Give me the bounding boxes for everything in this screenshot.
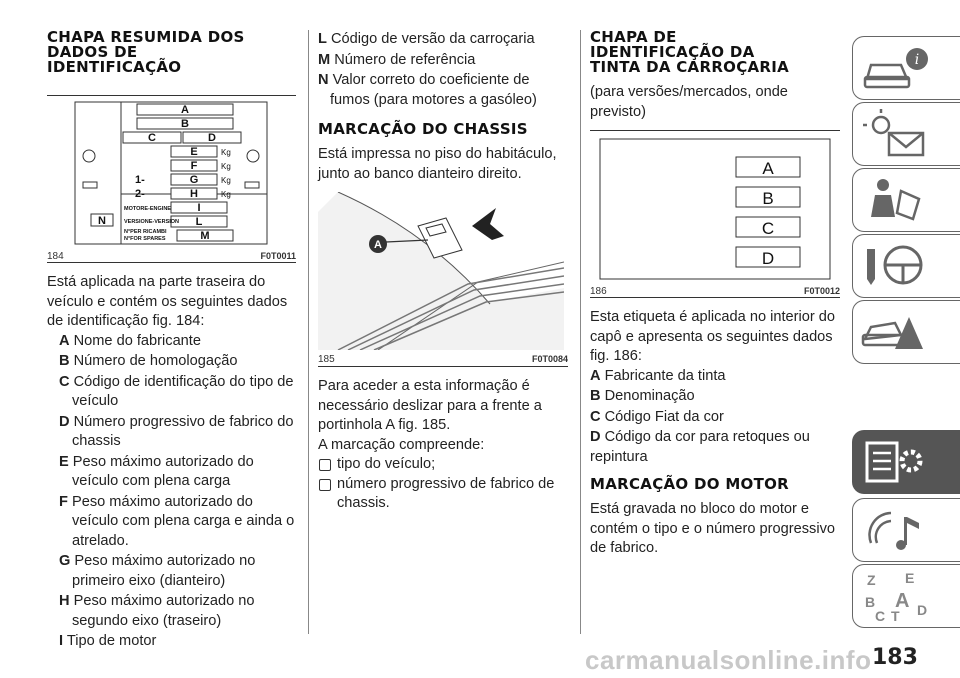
paint-label-b: B [762, 189, 774, 208]
watermark: carmanualsonline.info [585, 645, 872, 675]
list-item: N Valor correto do coeficiente de fumos (para motores a gasóleo) [318, 72, 537, 108]
emergency-icon [861, 305, 931, 361]
plate-label-m: M [200, 230, 210, 242]
plate-label-c: C [148, 132, 156, 144]
intro-text: Esta etiqueta é aplicada no interior do capô e apresenta os seguintes dados fig. 186: [590, 309, 836, 364]
note-text: (para versões/mercados, onde previsto) [590, 84, 788, 120]
plate-label-e: E [190, 146, 198, 158]
paragraph: Para aceder a esta informação é necessário deslizar para a frente a portinhola A fig. 185. [318, 378, 542, 433]
page-number: 183 [872, 645, 918, 670]
definition-list [590, 367, 840, 468]
list-item: B Número de homologação [59, 353, 238, 369]
plate-spares-label: N°FOR SPARES [124, 236, 166, 242]
plate-label-h: H [190, 188, 198, 200]
column-2 [318, 30, 568, 514]
plate-label-d: D [208, 132, 216, 144]
list-item: C Código de identificação do tipo de veículo [59, 373, 294, 409]
figure-185 [318, 192, 568, 367]
svg-text:T: T [891, 608, 900, 624]
plate-motor-label: MOTORE-ENGINE [124, 206, 171, 212]
column-divider [580, 30, 581, 634]
car-info-icon [861, 41, 931, 97]
plate-kg: Kg [221, 162, 231, 171]
plate-row-2: 2- [135, 188, 145, 200]
list-item: G Peso máximo autorizado no primeiro eixo (dianteiro) [59, 553, 256, 589]
definition-list [318, 30, 568, 110]
safety-icon [861, 173, 931, 229]
list-item: F Peso máximo autorizado do veículo com plena carga e ainda o atrelado. [59, 493, 295, 549]
column-3 [590, 30, 840, 559]
list-item: B Denominação [590, 388, 695, 404]
plate-label-a: A [181, 104, 189, 116]
paragraph: Está gravada no bloco do motor e contém o tipo e o número progressivo de fabrico. [590, 501, 835, 556]
section-heading: MARCAÇÃO DO MOTOR [590, 475, 790, 493]
plate-version-label: VERSIONE-VERSION [124, 219, 180, 225]
column-divider [308, 30, 309, 634]
figure-186 [590, 130, 840, 298]
intro-text: Está aplicada na parte traseira do veículo e contém os seguintes dados de identificação fig. 184: [47, 274, 288, 329]
list-item: M Número de referência [318, 51, 476, 68]
checkbox-bullet-icon [319, 479, 331, 491]
svg-text:C: C [875, 608, 886, 624]
sidebar-tab-index[interactable] [852, 564, 960, 628]
sidebar-tab-warning-lights[interactable] [852, 102, 960, 166]
list-item: H Peso máximo autorizado no segundo eixo (traseiro) [59, 593, 255, 629]
list-item: L Código de versão da carroçaria [318, 31, 535, 47]
sidebar-tab-safety[interactable] [852, 168, 960, 232]
list-item: D Código da cor para retoques ou repintura [590, 429, 810, 465]
list-item: D Número progressivo de fabrico do chassis [59, 413, 294, 449]
paint-plate-diagram [590, 131, 839, 281]
figure-caption: 185 F0T0084 [318, 354, 568, 365]
plate-label-i: I [197, 202, 201, 214]
sidebar-tab-car-info[interactable] [852, 36, 960, 100]
list-item: tipo do veículo; [318, 455, 568, 475]
list-item: número progressivo de fabrico de chassis. [318, 475, 568, 514]
section-heading: CHAPA RESUMIDA DOS DADOS DE IDENTIFICAÇÃO [47, 28, 245, 76]
plate-kg: Kg [221, 148, 231, 157]
plate-diagram [47, 96, 296, 246]
svg-text:Z: Z [867, 572, 876, 588]
list-item: A Nome do fabricante [59, 332, 201, 349]
plate-row-1: 1- [135, 174, 145, 186]
svg-text:E: E [905, 570, 915, 586]
plate-spares-label: N°PER RICAMBI [124, 229, 167, 235]
technical-data-icon [861, 435, 931, 491]
section-heading: MARCAÇÃO DO CHASSIS [318, 120, 528, 138]
sidebar-tab-multimedia[interactable] [852, 498, 960, 562]
plate-label-n: N [98, 215, 106, 227]
plate-kg: Kg [221, 190, 231, 199]
paint-label-c: C [761, 219, 775, 238]
plate-label-b: B [181, 118, 189, 130]
sidebar-tab-technical-data[interactable] [852, 430, 960, 494]
svg-text:B: B [865, 594, 876, 610]
section-heading: CHAPA DE IDENTIFICAÇÃO DA TINTA DA CARROÇARIA [590, 28, 790, 76]
list-item: A Fabricante da tinta [590, 367, 726, 384]
index-icon [861, 569, 931, 625]
multimedia-icon [861, 503, 931, 559]
plate-label-g: G [189, 174, 199, 186]
warning-lights-icon [861, 107, 931, 163]
intro-text: Está impressa no piso do habitáculo, junto ao banco dianteiro direito. [318, 146, 557, 182]
checkbox-bullet-icon [319, 459, 331, 471]
list-item: I Tipo de motor [59, 633, 157, 649]
chassis-illustration [318, 192, 564, 350]
svg-text:A: A [895, 590, 910, 612]
svg-text:D: D [917, 602, 928, 618]
paragraph: A marcação compreende: [318, 436, 485, 453]
plate-kg: Kg [221, 176, 231, 185]
steering-wheel-icon [861, 239, 931, 295]
figure-caption: 184 F0T0011 [47, 251, 296, 262]
list-item: C Código Fiat da cor [590, 408, 724, 425]
sidebar-tab-emergency[interactable] [852, 300, 960, 364]
list-item: E Peso máximo autorizado do veículo com plena carga [59, 453, 254, 489]
sidebar-tab-steering[interactable] [852, 234, 960, 298]
definition-list [47, 332, 296, 652]
column-1 [47, 30, 296, 653]
figure-caption: 186 F0T0012 [590, 286, 840, 297]
callout-label: A [374, 239, 382, 251]
svg-text:i: i [914, 52, 920, 68]
plate-label-l: L [195, 216, 203, 228]
paint-label-d: D [761, 249, 775, 268]
plate-label-f: F [190, 160, 198, 172]
figure-184 [47, 95, 296, 263]
paint-label-a: A [762, 159, 774, 178]
